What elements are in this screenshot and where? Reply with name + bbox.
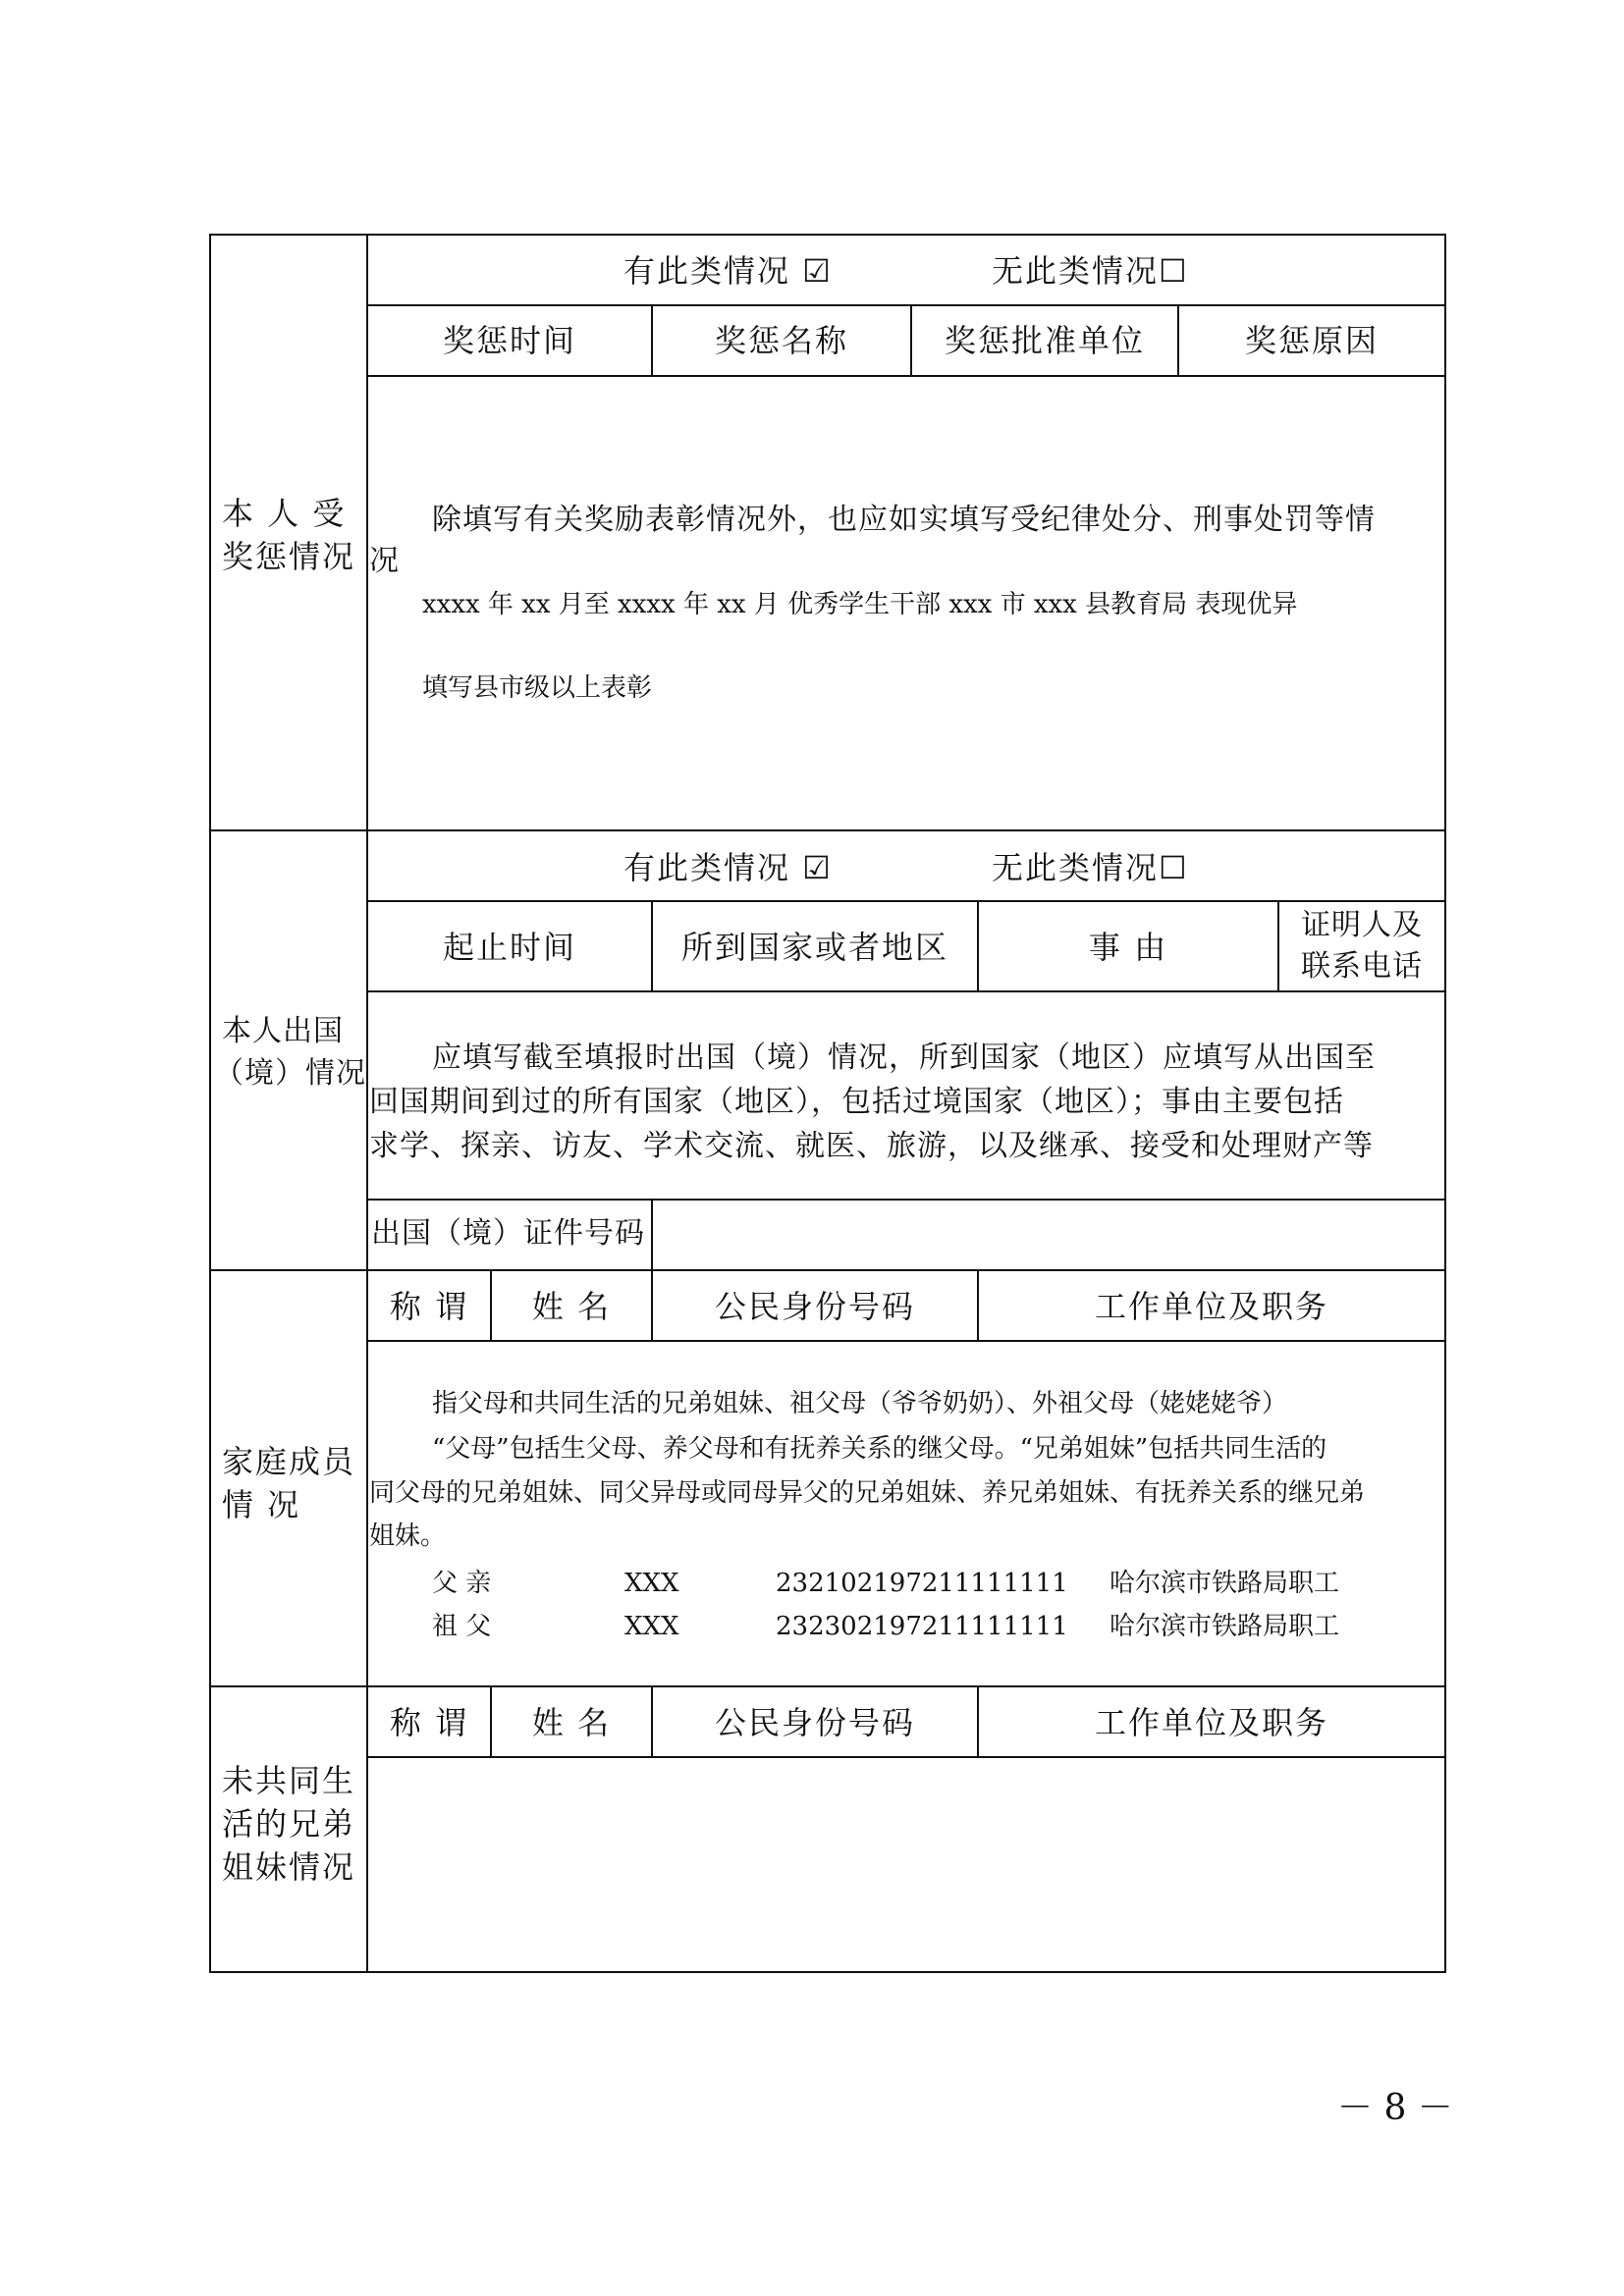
abroad-note-line3: 求学、探亲、访友、学术交流、就医、旅游，以及继承、接受和处理财产等 bbox=[369, 1129, 1374, 1163]
member-name: XXX bbox=[624, 1569, 679, 1598]
abroad-passport-label: 出国（境）证件号码 bbox=[371, 1216, 645, 1251]
abroad-note-line2: 回国期间到过的所有国家（地区），包括过境国家（地区）；事由主要包括 bbox=[369, 1085, 1344, 1119]
family-note-line3: 同父母的兄弟姐妹、同父异母或同母异父的兄弟姐妹、养兄弟姐妹、有抚养关系的继兄弟 bbox=[369, 1478, 1366, 1508]
abroad-col-period: 起止时间 bbox=[442, 929, 576, 966]
abroad-label-line2: （境）情况 bbox=[214, 1056, 366, 1091]
awards-col-reason: 奖惩原因 bbox=[1244, 322, 1379, 359]
awards-label-line1: 本 人 受 bbox=[222, 495, 347, 532]
family-note-line1: 指父母和共同生活的兄弟姐妹、祖父母（爷爷奶奶）、外祖父母（姥姥姥爷） bbox=[432, 1389, 1288, 1418]
awards-col-name: 奖惩名称 bbox=[714, 322, 848, 359]
family-col-name: 姓 名 bbox=[531, 1288, 612, 1325]
siblings-col-relation: 称 谓 bbox=[389, 1704, 469, 1741]
member-work: 哈尔滨市铁路局职工 bbox=[1110, 1569, 1340, 1598]
abroad-no-case-checkbox[interactable]: 无此类情况☐ bbox=[992, 849, 1189, 886]
abroad-col-witness-line2: 联系电话 bbox=[1301, 949, 1423, 984]
siblings-label-line1: 未共同生 bbox=[222, 1762, 356, 1799]
family-note-line2: “父母”包括生父母、养父母和有抚养关系的继父母。“兄弟姐妹”包括共同生活的 bbox=[432, 1434, 1327, 1464]
abroad-col-reason: 事 由 bbox=[1088, 929, 1168, 966]
family-col-relation: 称 谓 bbox=[389, 1288, 469, 1325]
awards-note-line2: 况 bbox=[369, 544, 400, 578]
member-work: 哈尔滨市铁路局职工 bbox=[1110, 1612, 1340, 1641]
siblings-label-line2: 活的兄弟 bbox=[222, 1805, 356, 1842]
family-col-work: 工作单位及职务 bbox=[1094, 1288, 1328, 1325]
awards-note-line3: 填写县市级以上表彰 bbox=[422, 673, 653, 703]
awards-no-case-checkbox[interactable]: 无此类情况☐ bbox=[992, 252, 1189, 290]
member-id: 232302197211111111 bbox=[776, 1612, 1068, 1641]
member-id: 232102197211111111 bbox=[776, 1569, 1068, 1598]
awards-col-time: 奖惩时间 bbox=[442, 322, 576, 359]
family-col-id: 公民身份号码 bbox=[714, 1288, 915, 1325]
family-label-line2: 情 况 bbox=[222, 1486, 301, 1523]
abroad-note-line1: 应填写截至填报时出国（境）情况，所到国家（地区）应填写从出国至 bbox=[432, 1041, 1376, 1075]
abroad-has-case-checkbox[interactable]: 有此类情况 ☑ bbox=[623, 849, 833, 886]
siblings-label-line3: 姐妹情况 bbox=[222, 1848, 356, 1886]
awards-label-line2: 奖惩情况 bbox=[222, 538, 356, 575]
awards-has-case-checkbox[interactable]: 有此类情况 ☑ bbox=[623, 252, 833, 290]
awards-note-line1: 除填写有关奖励表彰情况外，也应如实填写受纪律处分、刑事处罚等情 bbox=[432, 503, 1376, 537]
page-number: － 8 － bbox=[1337, 2088, 1453, 2128]
member-relation: 祖 父 bbox=[432, 1612, 492, 1641]
awards-col-unit: 奖惩批准单位 bbox=[944, 322, 1145, 359]
siblings-col-id: 公民身份号码 bbox=[714, 1704, 915, 1741]
abroad-passport-field[interactable] bbox=[655, 1202, 1442, 1267]
abroad-col-country: 所到国家或者地区 bbox=[680, 929, 948, 966]
family-note-line4: 姐妹。 bbox=[369, 1522, 447, 1551]
member-name: XXX bbox=[624, 1612, 679, 1641]
member-relation: 父 亲 bbox=[432, 1569, 492, 1598]
awards-example-row: xxxx 年 xx 月至 xxxx 年 xx 月 优秀学生干部 xxx 市 xxx 县教育局 表现优异 bbox=[422, 590, 1298, 619]
siblings-col-work: 工作单位及职务 bbox=[1094, 1704, 1328, 1741]
abroad-label-line1: 本人出国 bbox=[222, 1014, 344, 1048]
family-label-line1: 家庭成员 bbox=[222, 1443, 356, 1480]
siblings-col-name: 姓 名 bbox=[531, 1704, 612, 1741]
abroad-col-witness-line1: 证明人及 bbox=[1301, 908, 1423, 942]
